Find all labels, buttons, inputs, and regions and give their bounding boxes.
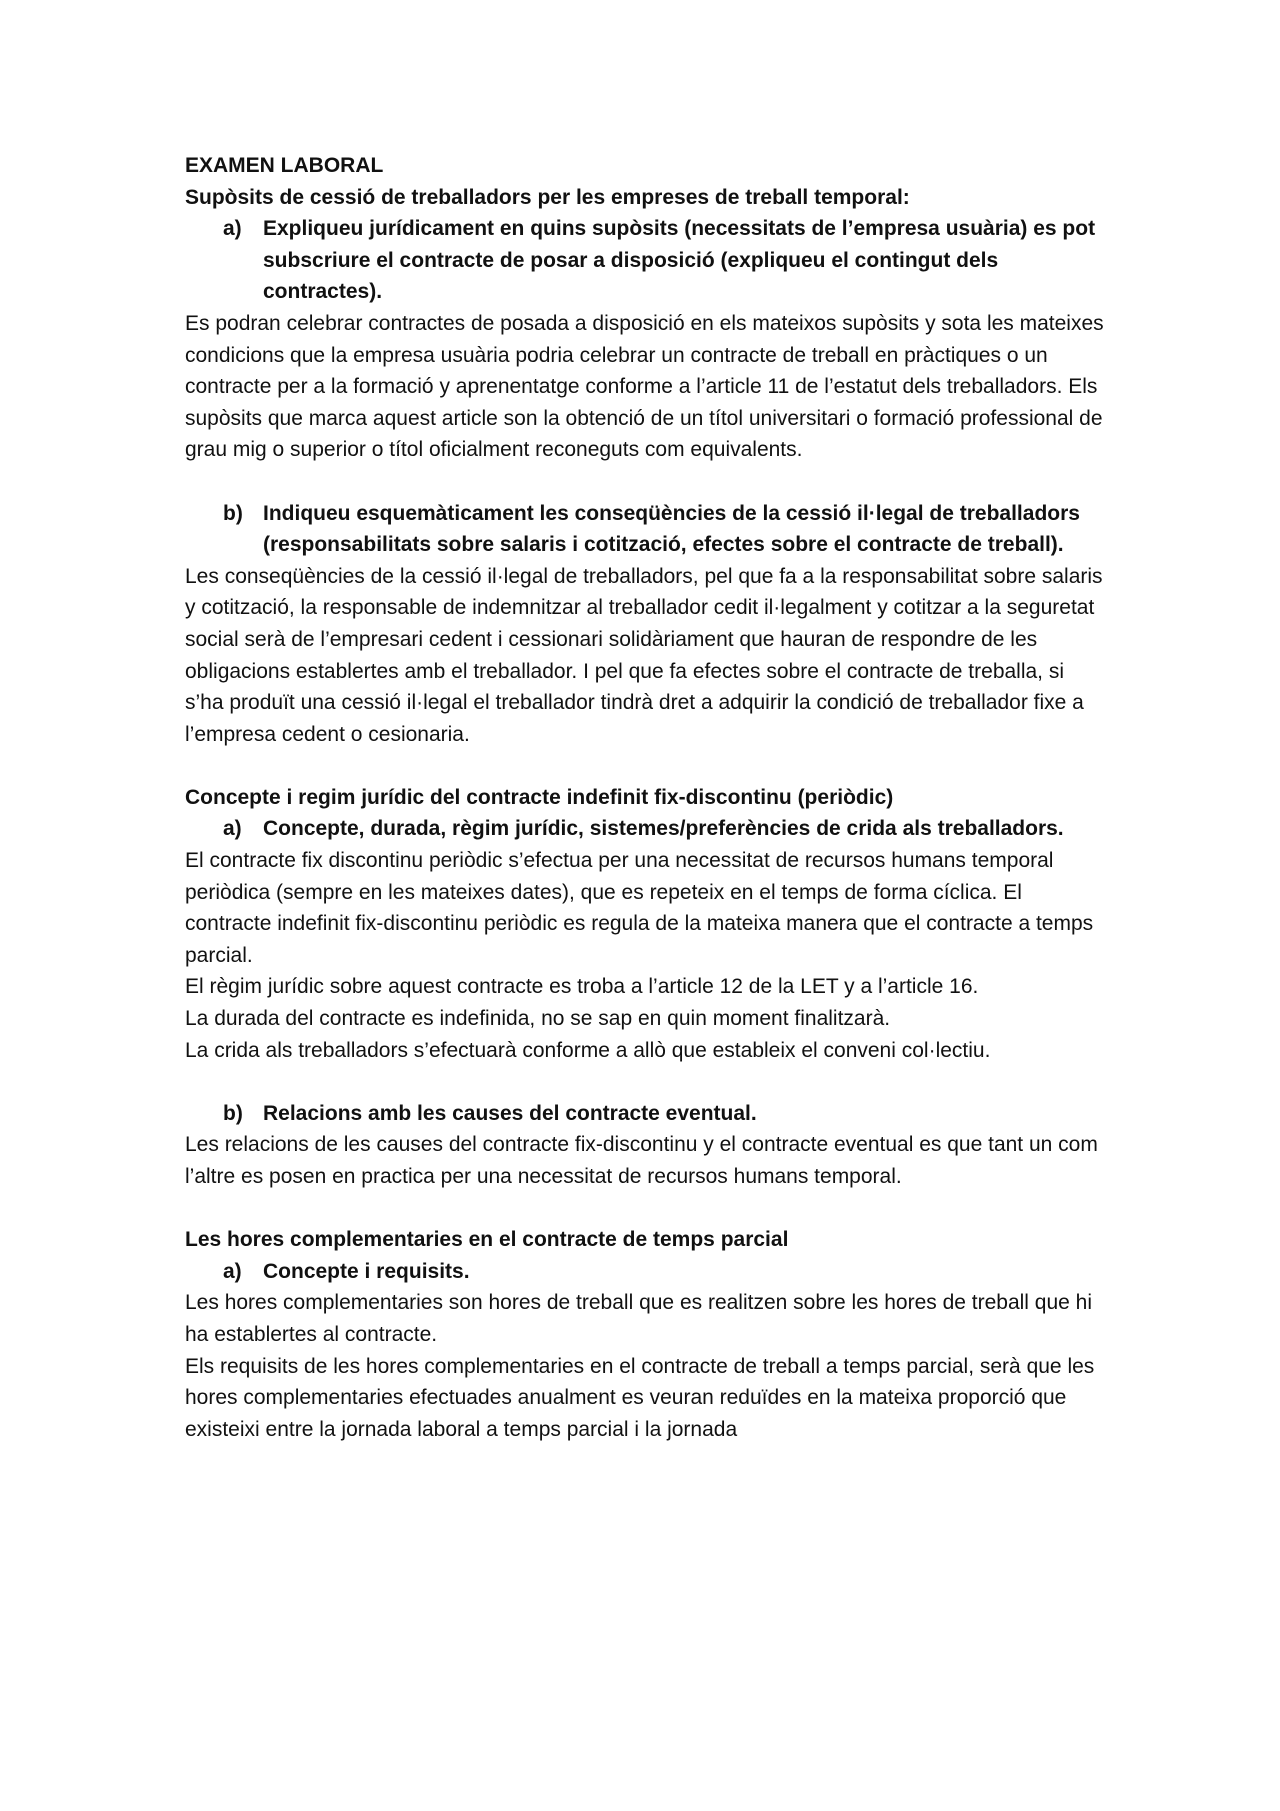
answer-paragraph: Les conseqüències de la cessió il·legal de treballadors, pel que fa a la responsabilitat sobre salaris y cotització, la responsable de indemnitzar al treballador cedit il·legalment y cotitzar a la seguretat social serà de l’empresari cedent i cessionari solidàriament que hauran de respondre de les obligacions establertes amb el treballador. I pel que fa efectes sobre el contracte de treballa, si s’ha produït una cessió il·legal el treballador tindrà dret a adquirir la condició de treballador fixe a l’empresa cedent o cesionaria. <box>185 564 1103 746</box>
paragraph-spacer <box>185 1193 1105 1225</box>
question-text: Concepte i requisits. <box>263 1259 470 1283</box>
list-marker: a) <box>223 217 242 241</box>
section-heading-cessio: Supòsits de cessió de treballadors per les empreses de treball temporal: <box>185 185 910 209</box>
list-marker: a) <box>223 817 242 841</box>
document-page <box>185 150 1105 1445</box>
list-marker: a) <box>223 1259 242 1283</box>
list-marker: b) <box>223 501 243 525</box>
question-text: Expliqueu jurídicament en quins supòsits (necessitats de l’empresa usuària) es pot subscriure el contracte de posar a disposició (expliqueu el contingut dels contractes). <box>263 217 1096 304</box>
list-marker: b) <box>223 1101 243 1125</box>
section-heading-hores-complementaries: Les hores complementaries en el contracte de temps parcial <box>185 1228 789 1252</box>
paragraph-spacer <box>185 466 1105 498</box>
answer-paragraph: Les relacions de les causes del contracte fix-discontinu y el contracte eventual es que tant un com l’altre es posen en practica per una necessitat de recursos humans temporal. <box>185 1133 1098 1188</box>
question-text: Indiqueu esquemàticament les conseqüències de la cessió il·legal de treballadors (responsabilitats sobre salaris i cotització, efectes sobre el contracte de treball). <box>263 501 1080 557</box>
answer-paragraph: Les hores complementaries son hores de treball que es realitzen sobre les hores de treball que hi ha establertes al contracte. <box>185 1291 1093 1346</box>
section-heading-fix-discontinu: Concepte i regim jurídic del contracte indefinit fix-discontinu (periòdic) <box>185 785 894 809</box>
answer-paragraph: La durada del contracte es indefinida, no se sap en quin moment finalitzarà. <box>185 1007 891 1031</box>
question-text: Relacions amb les causes del contracte eventual. <box>263 1101 757 1125</box>
document-title: EXAMEN LABORAL <box>185 154 384 177</box>
paragraph-spacer <box>185 750 1105 782</box>
question-3a <box>223 1256 1105 1288</box>
answer-paragraph: El règim jurídic sobre aquest contracte es troba a l’article 12 de la LET y a l’article 16. <box>185 975 979 999</box>
question-1a <box>223 213 1105 308</box>
paragraph-spacer <box>185 1066 1105 1098</box>
answer-paragraph: El contracte fix discontinu periòdic s’efectua per una necessitat de recursos humans temporal periòdica (sempre en les mateixes dates), que es repeteix en el temps de forma cíclica. El contracte indefinit fix-discontinu periòdic es regula de la mateixa manera que el contracte a temps parcial. <box>185 849 1094 967</box>
question-text: Concepte, durada, règim jurídic, sistemes/preferències de crida als treballadors. <box>263 817 1064 841</box>
question-1b <box>223 498 1105 561</box>
answer-paragraph: La crida als treballadors s’efectuarà conforme a allò que estableix el conveni col·lectiu. <box>185 1038 991 1062</box>
question-2a <box>223 813 1105 845</box>
question-2b <box>223 1098 1105 1130</box>
answer-paragraph: Els requisits de les hores complementaries en el contracte de treball a temps parcial, serà que les hores complementaries efectuades anualment es veuran reduïdes en la mateixa proporció que existeixi entre la jornada laboral a temps parcial i la jornada <box>185 1354 1095 1441</box>
answer-paragraph: Es podran celebrar contractes de posada a disposició en els mateixos supòsits y sota les mateixes condicions que la empresa usuària podria celebrar un contracte de treball en pràctiques o un contracte per a la formació y aprenentatge conforme a l’article 11 de l’estatut dels treballadors. Els supòsits que marca aquest article son la obtenció de un títol universitari o formació professional de grau mig o superior o títol oficialment reconeguts com equivalents. <box>185 311 1104 462</box>
